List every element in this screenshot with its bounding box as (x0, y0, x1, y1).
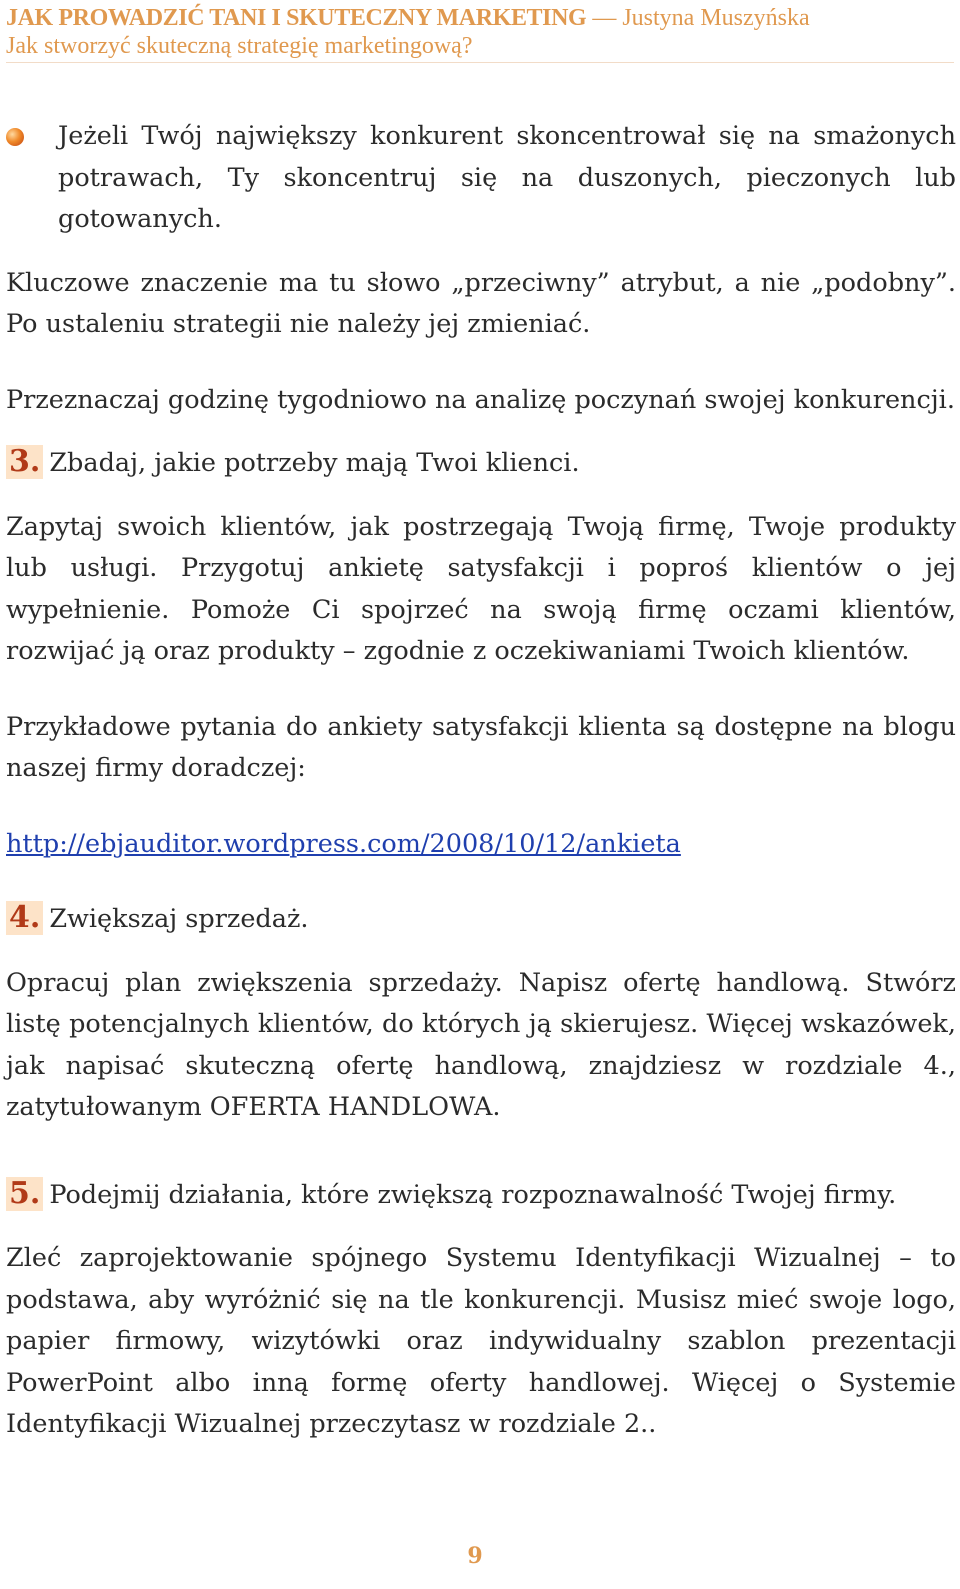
step-heading-4 (6, 899, 956, 941)
paragraph-key-meaning: Kluczowe znaczenie ma tu słowo „przeciwny” atrybut, a nie „podobny”. Po ustaleniu strategii nie należy jej zmieniać. (6, 267, 956, 339)
author-name: Justyna Muszyńska (622, 5, 810, 31)
page-body (6, 116, 956, 1446)
page-number: 9 (467, 1543, 483, 1569)
paragraph-survey-blog: Przykładowe pytania do ankiety satysfakcji klienta są dostępne na blogu naszej firmy doradczej: (6, 711, 956, 783)
book-title: JAK PROWADZIĆ TANI I SKUTECZNY MARKETING (6, 5, 587, 31)
paragraph-visual-identity: Zleć zaprojektowanie spójnego Systemu Identyfikacji Wizualnej – to podstawa, aby wyróżnić się na tle konkurencji. Musisz mieć swoje logo, papier firmowy, wizytówki oraz indywidualny szablon prezentacji PowerPoint albo inną formę oferty handlowej. Więcej o Systemie Identyfikacji Wizualnej przeczytasz w rozdziale 2.. (6, 1243, 956, 1439)
chapter-title: Jak stworzyć skuteczną strategię marketingową? (6, 33, 473, 59)
survey-blog-link[interactable]: http://ebjauditor.wordpress.com/2008/10/12/ankieta (6, 828, 681, 859)
step-number-badge: 3. (6, 445, 43, 479)
step-title: Zwiększaj sprzedaż. (49, 904, 309, 934)
step-number-badge: 4. (6, 901, 43, 935)
bullet-item (6, 116, 956, 241)
paragraph-customer-survey: Zapytaj swoich klientów, jak postrzegają Twoją firmę, Twoje produkty lub usługi. Przygotuj ankietę satysfakcji i poproś klientów o jej wypełnienie. Pomoże Ci spojrzeć na swoją firmę oczami klientów, rozwijać ją oraz produkty – zgodnie z oczekiwaniami Twoich klientów. (6, 511, 956, 666)
bullet-text: Jeżeli Twój największy konkurent skoncentrował się na smażonych potrawach, Ty skoncentruj się na duszonych, pieczonych lub gotowanych. (58, 121, 956, 234)
step-heading-3 (6, 443, 956, 485)
running-header (6, 4, 954, 63)
paragraph-weekly-analysis: Przeznaczaj godzinę tygodniowo na analizę poczynań swojej konkurencji. (6, 384, 955, 415)
blog-link-paragraph (6, 824, 956, 866)
paragraph-sales-plan: Opracuj plan zwiększenia sprzedaży. Napisz ofertę handlową. Stwórz listę potencjalnych klientów, do których ją skierujesz. Więcej wskazówek, jak napisać skuteczną ofertę handlową, znajdziesz w rozdziale 4., zatytułowanym OFERTA HANDLOWA. (6, 967, 956, 1122)
step-heading-5 (6, 1175, 956, 1217)
step-title: Podejmij działania, które zwiększą rozpoznawalność Twojej firmy. (49, 1179, 897, 1210)
header-separator: — (592, 5, 617, 31)
orange-ball-bullet-icon (6, 128, 24, 146)
step-number-badge: 5. (6, 1177, 43, 1211)
step-title: Zbadaj, jakie potrzeby mają Twoi klienci. (49, 448, 580, 478)
